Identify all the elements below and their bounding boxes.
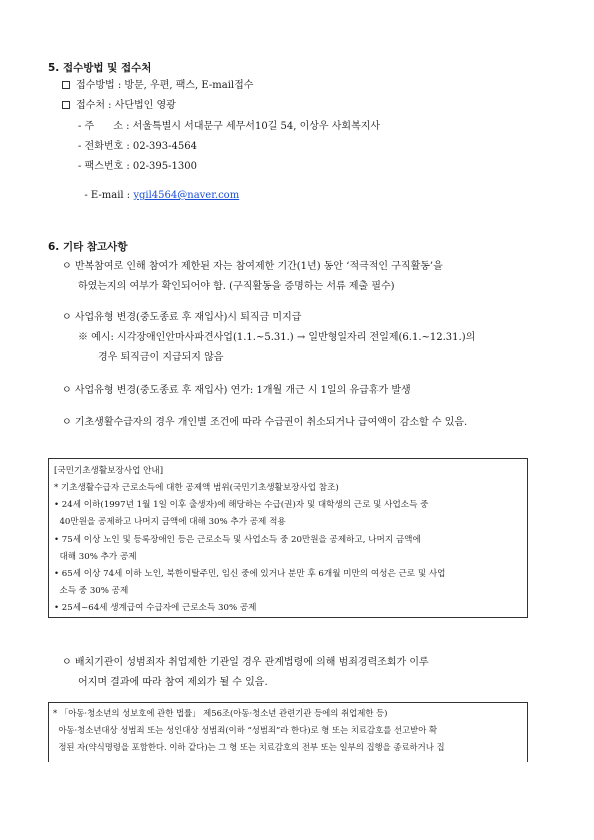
note-severance: ㅇ 사업유형 변경(중도종료 후 재입사)시 퇴직금 미지급 — [62, 312, 302, 323]
note-sex-offender-line2: 어지며 결과에 따라 참여 제외가 될 수 있음. — [78, 677, 268, 688]
note-basic-livelihood: ㅇ 기초생활수급자의 경우 개인별 조건에 따라 수급권이 취소되거나 급여액이 감소할 수 있음. — [62, 417, 468, 428]
box2-line: 정된 자(약식명령을 포함한다. 이하 같다)는 그 형 또는 치료감호의 전부 또는 일부의 집행을 종료하거나 집 — [53, 742, 445, 752]
note-repeat-participation-line1: ㅇ 반복참여로 인해 참여가 제한된 자는 참여제한 기간(1년) 동안 ‘적극적인 구직활동’을 — [62, 261, 443, 272]
sex-offender-law-box — [48, 702, 528, 762]
note-severance-example-line1: ※ 예시: 시각장애인안마사파견사업(1.1.~5.31.) → 일반형일자리 전일제(6.1.~12.31.)의 — [78, 332, 476, 343]
note-sex-offender-line1: ㅇ 배치기관이 성범죄자 취업제한 기관일 경우 관계법령에 의해 범죄경력조회가 이루 — [62, 657, 429, 668]
email-line — [78, 181, 239, 201]
box2-line: * 「아동·청소년의 성보호에 관한 법률」 제56조(아동·청소년 관련기관 등에의 취업제한 등) — [53, 708, 388, 718]
checkbox-square-icon — [62, 81, 70, 89]
note-annual-leave: ㅇ 사업유형 변경(중도종료 후 재입사) 연가: 1개월 개근 시 1일의 유급휴가 발생 — [62, 385, 411, 396]
box1-line: • 75세 이상 노인 및 등록장애인 등은 근로소득 및 사업소득 중 20만원을 공제하고, 나머지 금액에 — [54, 535, 421, 545]
basic-livelihood-info-box — [48, 458, 528, 618]
email-label: - E-mail : — [84, 190, 134, 201]
box1-line: 40만원을 공제하고 나머지 금액에 대해 30% 추가 공제 적용 — [54, 517, 286, 527]
checkbox-square-icon — [62, 101, 70, 109]
box1-line: * 기초생활수급자 근로소득에 대한 공제액 범위(국민기초생활보장사업 참조) — [54, 483, 339, 493]
receipt-place-item — [62, 101, 176, 111]
address-line: - 주 소 : 서울특별시 서대문구 세무서10길 54, 이상우 사회복지사 — [78, 121, 381, 132]
box2-line: 아동·청소년대상 성범죄 또는 성인대상 성범죄(이하 “성범죄”라 한다)로 형 또는 치료감호를 선고받아 확 — [53, 725, 438, 735]
box1-line: • 65세 이상 74세 이하 노인, 북한이탈주민, 임신 중에 있거나 분만 후 6개월 미만의 여성은 근로 및 사업 — [54, 569, 446, 579]
box1-line: 대해 30% 추가 공제 — [54, 552, 137, 562]
receipt-place-text: 접수처 : 사단법인 영광 — [76, 100, 176, 111]
phone-line: - 전화번호 : 02-393-4564 — [78, 141, 197, 152]
section-6-title: 6. 기타 참고사항 — [48, 241, 128, 253]
box1-line: 소득 중 30% 공제 — [54, 586, 129, 596]
note-severance-example-line2: 경우 퇴직금이 지급되지 않음 — [98, 352, 224, 363]
note-repeat-participation-line2: 하였는지의 여부가 확인되어야 함. (구직활동을 증명하는 서류 제출 필수) — [78, 281, 395, 292]
box1-line: [국민기초생활보장사업 안내] — [54, 466, 164, 476]
box1-line: • 25세~64세 생계급여 수급자에 근로소득 30% 공제 — [54, 603, 257, 613]
box1-line: • 24세 이하(1997년 1월 1일 이후 출생자)에 해당하는 수급(권)자 및 대학생의 근로 및 사업소득 중 — [54, 500, 429, 510]
receipt-method-item — [62, 81, 253, 91]
receipt-method-text: 접수방법 : 방문, 우편, 팩스, E-mail접수 — [76, 80, 254, 91]
fax-line: - 팩스번호 : 02-395-1300 — [78, 161, 197, 172]
email-link[interactable]: ygil4564@naver.com — [133, 190, 240, 201]
section-5-title: 5. 접수방법 및 접수처 — [48, 62, 152, 74]
